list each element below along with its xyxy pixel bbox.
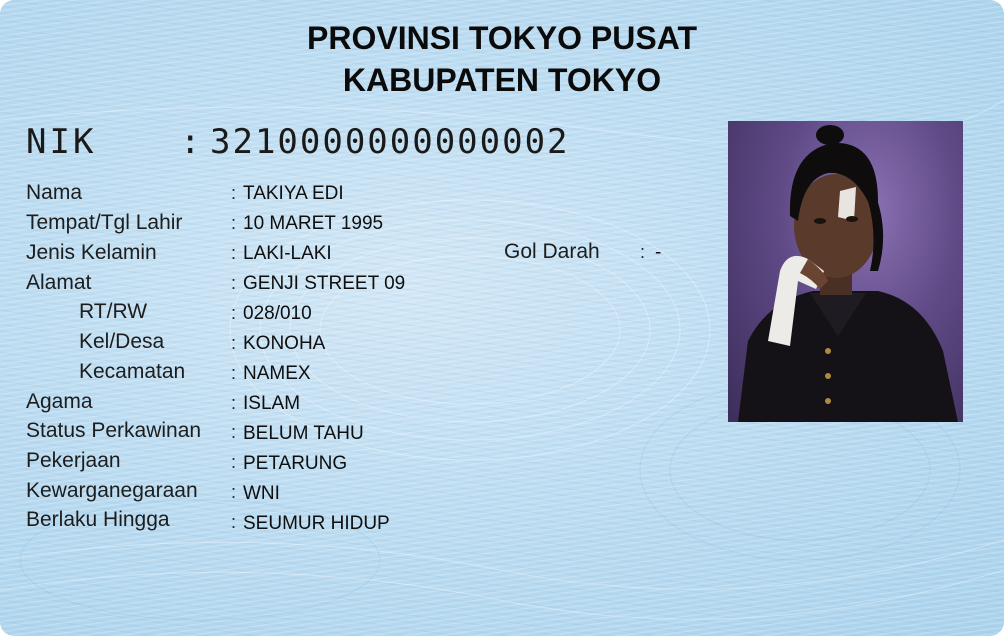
field-label-jenis-kelamin: Jenis Kelamin: [26, 241, 157, 264]
field-label-kecamatan: Kecamatan: [79, 360, 186, 383]
field-colon: :: [231, 512, 237, 532]
field-colon: :: [231, 273, 237, 293]
field-label-pekerjaan: Pekerjaan: [26, 449, 121, 472]
field-colon: :: [231, 452, 237, 472]
field-label-gol-darah: Gol Darah: [504, 240, 600, 263]
field-label-nama: Nama: [26, 181, 83, 204]
province-title: PROVINSI TOKYO PUSAT: [307, 20, 697, 56]
field-colon: :: [231, 183, 237, 203]
field-colon: :: [231, 303, 237, 323]
field-colon: :: [231, 243, 237, 263]
field-value-tempat-tgl-lahir: 10 MARET 1995: [243, 213, 384, 234]
field-colon: :: [231, 333, 237, 353]
holder-photo: [728, 121, 963, 422]
person-silhouette-icon: [728, 121, 963, 422]
nik-value: 3210000000000002: [210, 122, 570, 162]
field-value-jenis-kelamin: LAKI-LAKI: [243, 243, 332, 264]
field-colon: :: [231, 213, 237, 233]
field-label-kel-desa: Kel/Desa: [79, 330, 165, 353]
field-value-status-perkawinan: BELUM TAHU: [243, 423, 364, 444]
field-colon: :: [231, 363, 237, 383]
field-value-nama: TAKIYA EDI: [243, 183, 344, 204]
field-label-alamat: Alamat: [26, 271, 92, 294]
field-label-berlaku-hingga: Berlaku Hingga: [26, 508, 170, 531]
field-value-kel-desa: KONOHA: [243, 333, 326, 354]
field-label-rt-rw: RT/RW: [79, 300, 148, 323]
field-label-agama: Agama: [26, 390, 93, 413]
regency-title: KABUPATEN TOKYO: [342, 62, 662, 98]
field-label-tempat-tgl-lahir: Tempat/Tgl Lahir: [26, 211, 183, 234]
field-colon: :: [640, 242, 646, 262]
field-label-kewarganegaraan: Kewarganegaraan: [26, 479, 198, 502]
field-value-berlaku-hingga: SEUMUR HIDUP: [243, 513, 390, 534]
field-value-kewarganegaraan: WNI: [243, 483, 280, 504]
field-colon: :: [231, 393, 237, 413]
field-value-pekerjaan: PETARUNG: [243, 453, 348, 474]
field-colon: :: [231, 422, 237, 442]
nik-colon: :: [180, 122, 202, 162]
field-colon: :: [231, 482, 237, 502]
field-value-agama: ISLAM: [243, 393, 301, 414]
field-value-gol-darah: -: [655, 242, 662, 263]
field-value-rt-rw: 028/010: [243, 303, 312, 324]
field-value-alamat: GENJI STREET 09: [243, 273, 406, 294]
field-label-status-perkawinan: Status Perkawinan: [26, 419, 202, 442]
field-value-kecamatan: NAMEX: [243, 363, 311, 384]
nik-label: NIK: [26, 122, 97, 162]
